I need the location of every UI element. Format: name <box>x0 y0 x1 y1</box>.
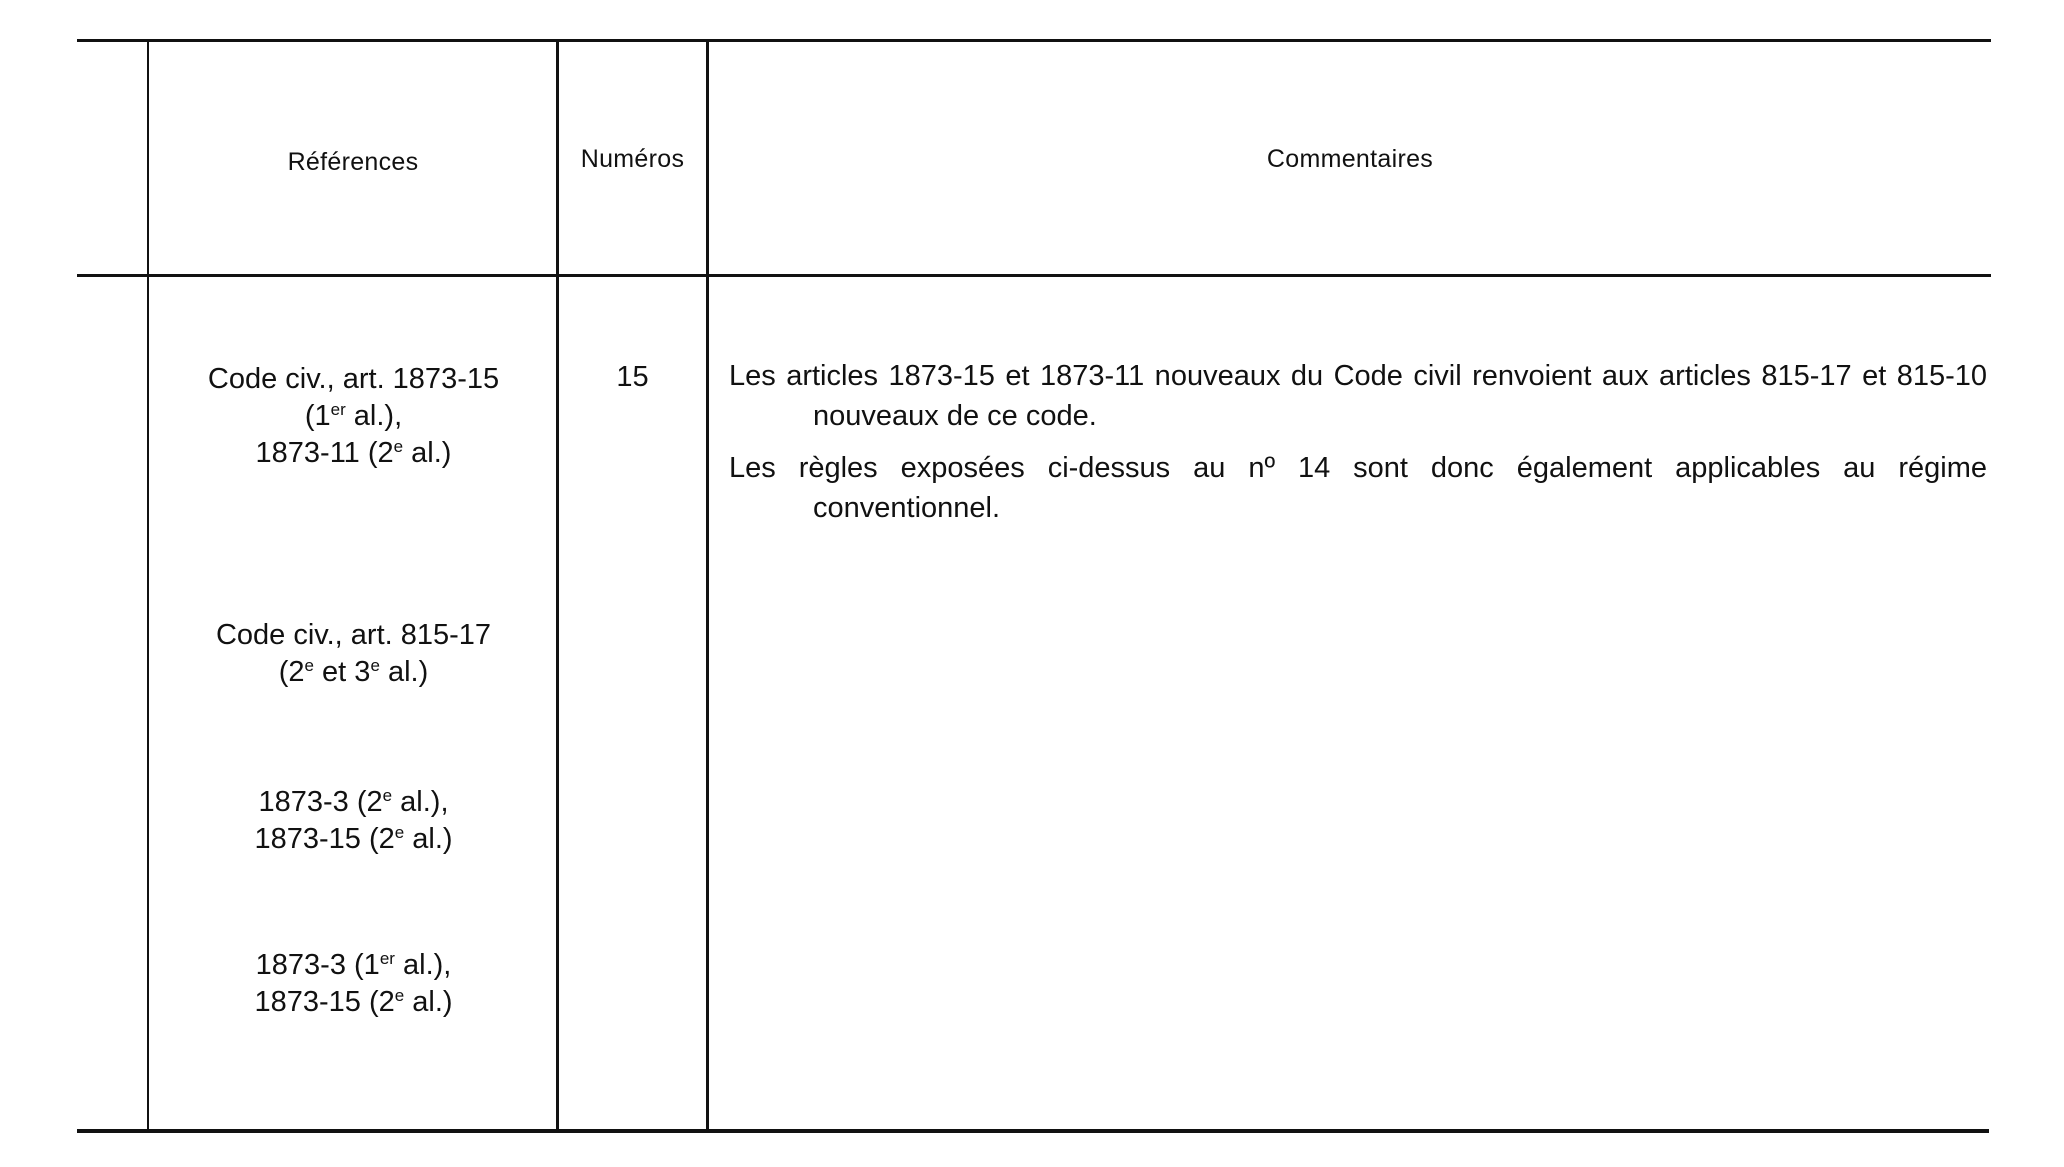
reference-line: Code civ., art. 1873-15 <box>207 363 500 395</box>
header-commentaires: Commentaires <box>1266 145 1434 173</box>
reference-line: 1873-15 (2e al.) <box>254 823 453 855</box>
column-divider-1 <box>147 41 149 1131</box>
reference-line: Code civ., art. 815-17 <box>215 619 492 651</box>
top-rule <box>77 39 1991 42</box>
reference-entry <box>150 617 557 691</box>
comment-paragraph: Les règles exposées ci-dessus au nº 14 sont donc également applicables au régime conventionnel. <box>729 452 1987 524</box>
reference-entry <box>150 947 557 1021</box>
header-bottom-rule <box>77 274 1991 277</box>
comment-paragraph: Les articles 1873-15 et 1873-11 nouveaux du Code civil renvoient aux articles 815-17 et 815-10 nouveaux de ce code. <box>729 360 1987 432</box>
reference-line: 1873-11 (2e al.) <box>255 437 452 469</box>
reference-line: 1873-15 (2e al.) <box>254 986 453 1018</box>
header-numeros: Numéros <box>580 145 685 173</box>
bottom-rule <box>77 1129 1989 1133</box>
reference-entry <box>150 784 557 858</box>
reference-line: (1er al.), <box>304 400 403 432</box>
reference-line: 1873-3 (2e al.), <box>258 786 449 818</box>
reference-line: (2e et 3e al.) <box>278 656 429 688</box>
header-references: Références <box>287 148 419 176</box>
numero-value: 15 <box>616 361 649 393</box>
reference-entry <box>150 361 557 472</box>
reference-line: 1873-3 (1er al.), <box>255 949 452 981</box>
column-divider-3 <box>706 41 709 1131</box>
